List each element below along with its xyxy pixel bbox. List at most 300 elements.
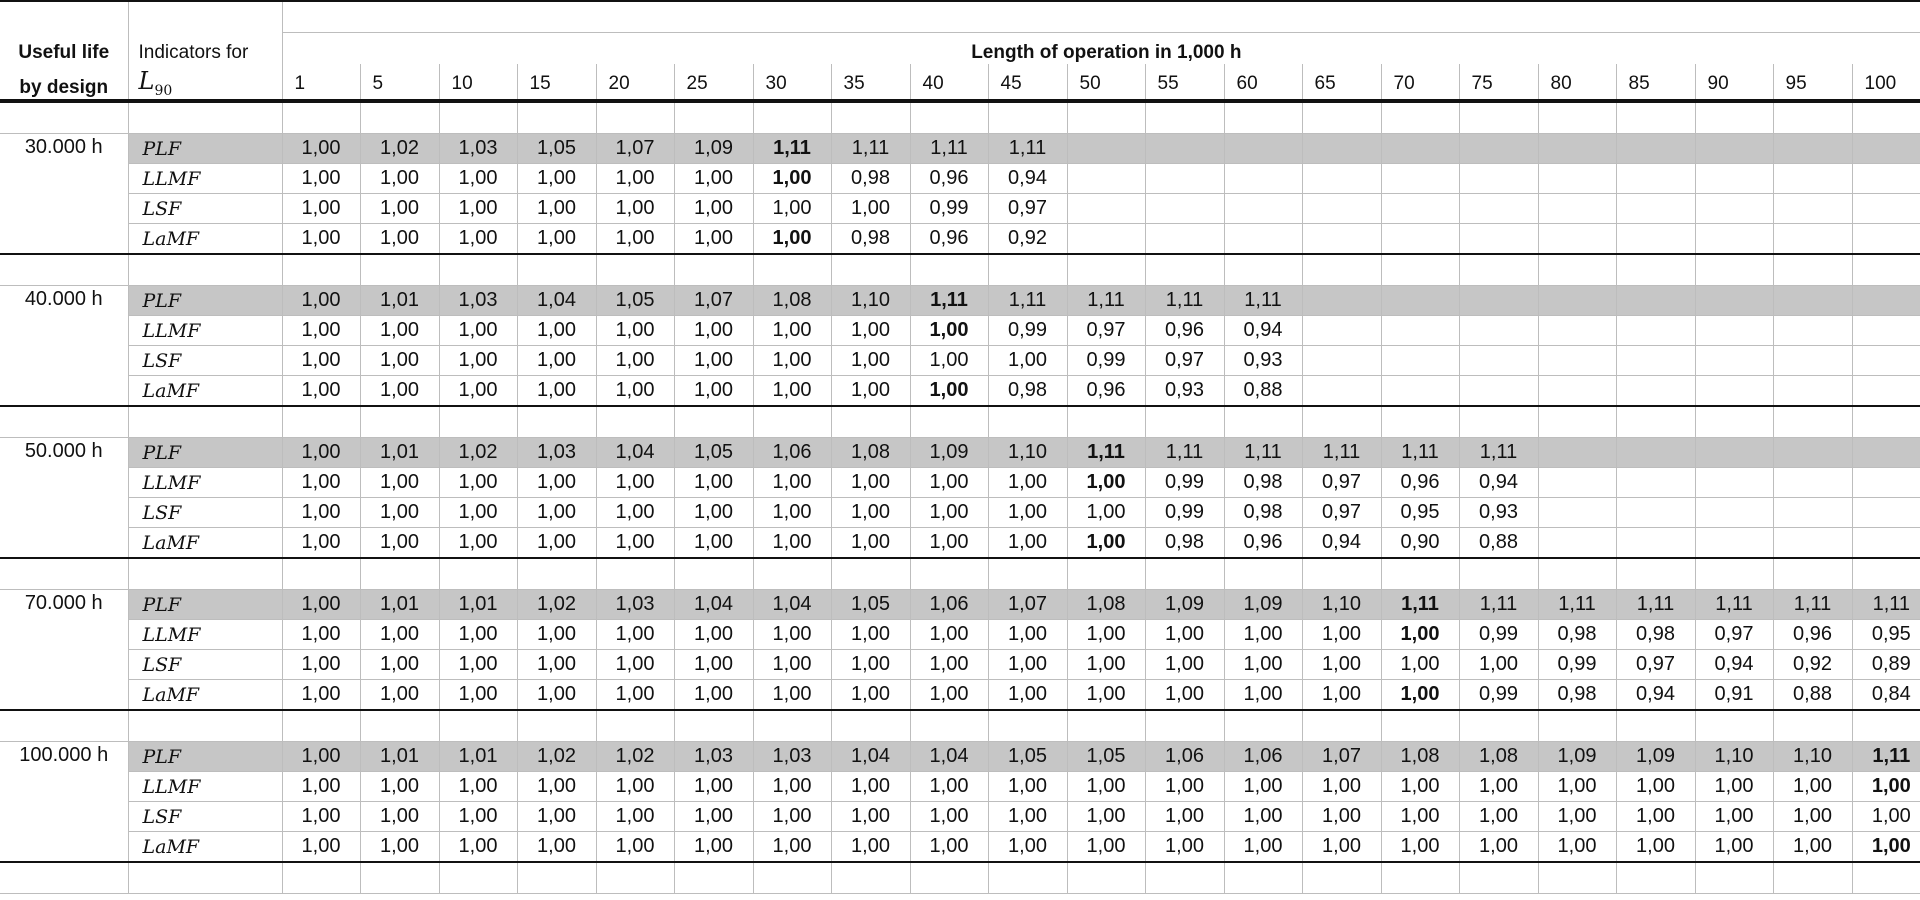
indicator-cell: LLMF: [128, 468, 282, 498]
spacer-cell: [517, 254, 596, 286]
value-cell: 1,00: [1302, 620, 1381, 650]
value-cell: 1,00: [988, 468, 1067, 498]
spacer-cell: [360, 254, 439, 286]
value-cell: 1,00: [1145, 620, 1224, 650]
value-cell: 1,00: [674, 650, 753, 680]
spacer-cell: [1773, 710, 1852, 742]
value-cell: 1,00: [360, 772, 439, 802]
spacer-cell: [596, 862, 674, 894]
indicators-symbol-subscript: 90: [154, 83, 173, 99]
value-cell: 1,00: [674, 620, 753, 650]
value-cell: 1,00: [831, 316, 910, 346]
value-cell: 1,00: [910, 498, 988, 528]
value-cell: 1,00: [1302, 650, 1381, 680]
spacer-cell: [517, 101, 596, 134]
value-cell: 1,00: [674, 346, 753, 376]
indicator-cell: PLF: [128, 438, 282, 468]
empty-cell: [1302, 376, 1381, 407]
indicator-cell: LSF: [128, 802, 282, 832]
value-cell: 1,00: [1616, 802, 1695, 832]
value-cell: 0,98: [1224, 498, 1302, 528]
value-cell: 1,00: [517, 772, 596, 802]
value-cell: 1,00: [596, 680, 674, 711]
table-row: [0, 316, 1920, 346]
spacer-cell: [1067, 254, 1145, 286]
value-cell: 1,00: [753, 194, 831, 224]
value-cell: 1,07: [988, 590, 1067, 620]
value-cell: 1,00: [1067, 680, 1145, 711]
value-cell: 1,00: [1695, 802, 1773, 832]
spacer-cell: [1695, 558, 1773, 590]
value-cell: 0,97: [1616, 650, 1695, 680]
empty-cell: [1302, 134, 1381, 164]
value-cell: 1,00: [517, 468, 596, 498]
column-header: 35: [831, 64, 910, 101]
empty-cell: [1773, 164, 1852, 194]
spacer-cell: [1852, 406, 1920, 438]
empty-cell: [1616, 498, 1695, 528]
value-cell: 0,96: [1145, 316, 1224, 346]
spacer-cell: [282, 101, 360, 134]
value-cell: 1,00: [517, 802, 596, 832]
spacer-cell: [1145, 558, 1224, 590]
column-header: 20: [596, 64, 674, 101]
value-cell: 1,00: [282, 772, 360, 802]
spacer-cell: [753, 710, 831, 742]
spacer-cell: [910, 558, 988, 590]
value-cell: 1,00: [517, 346, 596, 376]
value-cell: 1,00: [282, 194, 360, 224]
value-cell: 1,00: [1616, 832, 1695, 863]
value-cell: 1,00: [674, 528, 753, 559]
spacer-cell: [128, 101, 282, 134]
value-cell: 0,98: [988, 376, 1067, 407]
spacer-cell: [1695, 101, 1773, 134]
empty-cell: [1695, 346, 1773, 376]
value-cell: 0,97: [988, 194, 1067, 224]
spacer-cell: [674, 254, 753, 286]
value-cell: 1,00: [360, 680, 439, 711]
value-cell: 0,99: [1067, 346, 1145, 376]
value-cell: 1,00: [753, 346, 831, 376]
value-cell: 1,08: [753, 286, 831, 316]
value-cell: 1,11: [1616, 590, 1695, 620]
value-cell: 0,94: [1224, 316, 1302, 346]
value-cell: 1,00: [282, 316, 360, 346]
spacer-cell: [282, 254, 360, 286]
empty-cell: [1616, 346, 1695, 376]
value-cell: 1,00: [282, 376, 360, 407]
value-cell: 0,99: [1145, 468, 1224, 498]
indicator-cell: LLMF: [128, 620, 282, 650]
table-row: [0, 286, 1920, 316]
value-cell: 1,06: [1224, 742, 1302, 772]
indicator-cell: LSF: [128, 194, 282, 224]
value-cell: 0,96: [1773, 620, 1852, 650]
spacer-cell: [1459, 406, 1538, 438]
value-cell: 1,00: [1852, 802, 1920, 832]
spacer-cell: [1145, 254, 1224, 286]
value-cell: 1,00: [1145, 832, 1224, 863]
value-cell: 1,10: [1773, 742, 1852, 772]
value-cell: 1,03: [439, 286, 517, 316]
empty-cell: [1381, 376, 1459, 407]
empty-cell: [1538, 438, 1616, 468]
value-cell: 0,96: [910, 164, 988, 194]
value-cell: 1,08: [1067, 590, 1145, 620]
value-cell: 0,96: [1224, 528, 1302, 559]
value-cell: 1,00: [596, 620, 674, 650]
empty-cell: [1381, 346, 1459, 376]
empty-cell: [1224, 224, 1302, 255]
spacer-cell: [1302, 558, 1381, 590]
spacer-cell: [596, 558, 674, 590]
value-cell: 1,10: [831, 286, 910, 316]
spacer-cell: [1459, 558, 1538, 590]
value-cell: 1,05: [517, 134, 596, 164]
spacer-cell: [910, 862, 988, 894]
spacer-cell: [1224, 406, 1302, 438]
spacer-cell: [988, 406, 1067, 438]
spacer-cell: [1067, 558, 1145, 590]
spacer-cell: [1224, 862, 1302, 894]
spacer-cell: [128, 558, 282, 590]
value-cell: 0,99: [1538, 650, 1616, 680]
value-cell: 1,00: [674, 224, 753, 255]
spacer-cell: [831, 406, 910, 438]
spacer-cell: [128, 710, 282, 742]
spacer-cell: [1852, 101, 1920, 134]
value-cell: 1,11: [1381, 438, 1459, 468]
empty-cell: [1302, 164, 1381, 194]
value-cell: 1,06: [1145, 742, 1224, 772]
spacer-cell: [439, 254, 517, 286]
value-cell: 1,05: [596, 286, 674, 316]
indicator-cell: LaMF: [128, 376, 282, 407]
spacer-cell: [360, 406, 439, 438]
empty-cell: [1773, 376, 1852, 407]
spacer-cell: [1538, 254, 1616, 286]
value-cell: 1,00: [517, 680, 596, 711]
indicator-cell: LaMF: [128, 224, 282, 255]
empty-cell: [1616, 528, 1695, 559]
empty-cell: [1067, 224, 1145, 255]
value-cell: 1,09: [1224, 590, 1302, 620]
value-cell: 1,04: [831, 742, 910, 772]
spacer-cell: [517, 710, 596, 742]
value-cell: 1,01: [360, 590, 439, 620]
spacer-cell: [1616, 862, 1695, 894]
spacer-cell: [753, 254, 831, 286]
column-header: 85: [1616, 64, 1695, 101]
spacer-cell: [596, 101, 674, 134]
spacer-row: [0, 101, 1920, 134]
value-cell: 1,00: [282, 164, 360, 194]
table-row: [0, 590, 1920, 620]
empty-cell: [1538, 528, 1616, 559]
value-cell: 1,00: [282, 590, 360, 620]
value-cell: 1,00: [439, 376, 517, 407]
value-cell: 0,97: [1695, 620, 1773, 650]
empty-cell: [1616, 316, 1695, 346]
spacer-cell: [1773, 406, 1852, 438]
value-cell: 1,00: [596, 224, 674, 255]
value-cell: 1,03: [439, 134, 517, 164]
value-cell: 1,00: [1302, 802, 1381, 832]
column-header: 10: [439, 64, 517, 101]
value-cell: 1,00: [282, 134, 360, 164]
value-cell: 1,11: [1067, 438, 1145, 468]
spacer-cell: [439, 862, 517, 894]
value-cell: 1,00: [1067, 620, 1145, 650]
spacer-cell: [988, 558, 1067, 590]
value-cell: 0,94: [988, 164, 1067, 194]
empty-cell: [1616, 224, 1695, 255]
table-row: [0, 802, 1920, 832]
value-cell: 1,00: [360, 346, 439, 376]
value-cell: 1,02: [517, 590, 596, 620]
empty-cell: [1773, 224, 1852, 255]
spacer-cell: [0, 862, 128, 894]
top-strip: [0, 1, 1920, 33]
empty-cell: [1302, 194, 1381, 224]
value-cell: 1,00: [1067, 650, 1145, 680]
empty-cell: [1695, 528, 1773, 559]
spacer-cell: [1773, 254, 1852, 286]
value-cell: 1,02: [517, 742, 596, 772]
value-cell: 1,00: [753, 620, 831, 650]
spacer-cell: [1224, 254, 1302, 286]
value-cell: 1,00: [753, 650, 831, 680]
value-cell: 1,00: [282, 528, 360, 559]
spacer-cell: [596, 710, 674, 742]
empty-cell: [1616, 164, 1695, 194]
value-cell: 1,00: [988, 650, 1067, 680]
spacer-cell: [1302, 101, 1381, 134]
empty-cell: [1773, 286, 1852, 316]
spacer-cell: [1381, 101, 1459, 134]
spacer-cell: [674, 558, 753, 590]
empty-cell: [1459, 376, 1538, 407]
spacer-cell: [282, 710, 360, 742]
value-cell: 1,00: [1381, 832, 1459, 863]
value-cell: 1,00: [831, 498, 910, 528]
value-cell: 1,00: [674, 680, 753, 711]
empty-cell: [1381, 316, 1459, 346]
value-cell: 0,97: [1302, 468, 1381, 498]
value-cell: 1,00: [988, 346, 1067, 376]
value-cell: 1,00: [596, 802, 674, 832]
spacer-cell: [517, 406, 596, 438]
value-cell: 1,00: [910, 528, 988, 559]
value-cell: 1,10: [1302, 590, 1381, 620]
indicator-cell: LSF: [128, 498, 282, 528]
column-header: 40: [910, 64, 988, 101]
spacer-cell: [988, 101, 1067, 134]
value-cell: 1,00: [517, 650, 596, 680]
value-cell: 1,11: [1067, 286, 1145, 316]
indicator-cell: LSF: [128, 346, 282, 376]
value-cell: 1,11: [753, 134, 831, 164]
value-cell: 1,00: [517, 316, 596, 346]
spacer-cell: [1852, 710, 1920, 742]
value-cell: 1,00: [439, 650, 517, 680]
spacer-cell: [1852, 254, 1920, 286]
empty-cell: [1695, 194, 1773, 224]
empty-cell: [1538, 286, 1616, 316]
value-cell: 1,00: [517, 164, 596, 194]
empty-cell: [1302, 286, 1381, 316]
value-cell: 1,00: [360, 224, 439, 255]
value-cell: 1,00: [282, 832, 360, 863]
value-cell: 1,00: [1459, 772, 1538, 802]
value-cell: 1,11: [1381, 590, 1459, 620]
value-cell: 1,00: [596, 528, 674, 559]
value-cell: 1,00: [596, 316, 674, 346]
value-cell: 1,00: [674, 376, 753, 407]
value-cell: 1,01: [360, 438, 439, 468]
spacer-cell: [0, 254, 128, 286]
empty-cell: [1695, 164, 1773, 194]
empty-cell: [1616, 194, 1695, 224]
empty-cell: [1538, 134, 1616, 164]
spacer-cell: [1695, 710, 1773, 742]
value-cell: 1,00: [1381, 620, 1459, 650]
value-cell: 1,00: [1145, 650, 1224, 680]
value-cell: 1,00: [282, 498, 360, 528]
value-cell: 1,00: [439, 832, 517, 863]
empty-cell: [1459, 164, 1538, 194]
indicator-cell: LaMF: [128, 528, 282, 559]
value-cell: 1,00: [282, 224, 360, 255]
indicators-symbol: [128, 64, 282, 101]
value-cell: 1,00: [674, 802, 753, 832]
value-cell: 0,93: [1459, 498, 1538, 528]
value-cell: 1,00: [282, 346, 360, 376]
spacer-cell: [988, 862, 1067, 894]
empty-cell: [1616, 438, 1695, 468]
value-cell: 1,00: [831, 832, 910, 863]
spacer-cell: [360, 710, 439, 742]
table-row: [0, 346, 1920, 376]
spacer-cell: [360, 101, 439, 134]
empty-cell: [1381, 134, 1459, 164]
value-cell: 1,11: [1145, 438, 1224, 468]
value-cell: 1,11: [988, 134, 1067, 164]
spacer-cell: [831, 710, 910, 742]
table-row: [0, 772, 1920, 802]
value-cell: 1,00: [831, 346, 910, 376]
value-cell: 1,04: [753, 590, 831, 620]
value-cell: 1,00: [1459, 802, 1538, 832]
spacer-cell: [282, 862, 360, 894]
value-cell: 1,11: [1695, 590, 1773, 620]
table-row: [0, 832, 1920, 863]
empty-cell: [1852, 376, 1920, 407]
value-cell: 0,99: [1459, 620, 1538, 650]
indicator-cell: LLMF: [128, 772, 282, 802]
header-row-1: [0, 33, 1920, 65]
spacer-cell: [674, 862, 753, 894]
indicator-cell: LaMF: [128, 680, 282, 711]
spacer-cell: [596, 254, 674, 286]
spacer-cell: [753, 406, 831, 438]
spacer-cell: [1145, 101, 1224, 134]
value-cell: 1,00: [517, 528, 596, 559]
value-cell: 1,11: [1224, 286, 1302, 316]
value-cell: 1,00: [439, 802, 517, 832]
value-cell: 0,99: [988, 316, 1067, 346]
spacer-cell: [128, 406, 282, 438]
value-cell: 1,01: [360, 286, 439, 316]
value-cell: 1,00: [753, 802, 831, 832]
value-cell: 1,00: [753, 528, 831, 559]
value-cell: 1,00: [753, 376, 831, 407]
value-cell: 1,11: [1538, 590, 1616, 620]
column-header: 5: [360, 64, 439, 101]
spacer-cell: [674, 710, 753, 742]
indicator-cell: LSF: [128, 650, 282, 680]
indicator-cell: LLMF: [128, 316, 282, 346]
spacer-cell: [1381, 558, 1459, 590]
empty-cell: [1616, 134, 1695, 164]
table-row: [0, 164, 1920, 194]
value-cell: 1,03: [517, 438, 596, 468]
spacer-cell: [1067, 862, 1145, 894]
useful-life-cell: 30.000 h: [0, 134, 128, 255]
spacer-row: [0, 710, 1920, 742]
column-header: 15: [517, 64, 596, 101]
value-cell: 1,00: [360, 376, 439, 407]
spacer-cell: [0, 406, 128, 438]
spacer-cell: [1616, 406, 1695, 438]
value-cell: 0,94: [1302, 528, 1381, 559]
empty-cell: [1852, 346, 1920, 376]
value-cell: 1,00: [831, 620, 910, 650]
value-cell: 1,00: [439, 194, 517, 224]
value-cell: 1,00: [1773, 772, 1852, 802]
value-cell: 1,00: [360, 832, 439, 863]
value-cell: 1,00: [596, 832, 674, 863]
value-cell: 1,00: [910, 650, 988, 680]
value-cell: 1,09: [1616, 742, 1695, 772]
value-cell: 1,00: [517, 376, 596, 407]
value-cell: 1,00: [1538, 772, 1616, 802]
value-cell: 1,00: [596, 498, 674, 528]
column-header: 80: [1538, 64, 1616, 101]
value-cell: 1,00: [674, 164, 753, 194]
table-row: [0, 438, 1920, 468]
value-cell: 1,09: [910, 438, 988, 468]
value-cell: 0,97: [1145, 346, 1224, 376]
value-cell: 1,00: [988, 620, 1067, 650]
value-cell: 0,88: [1224, 376, 1302, 407]
empty-cell: [1459, 134, 1538, 164]
empty-cell: [1538, 376, 1616, 407]
spacer-cell: [831, 558, 910, 590]
length-of-operation-header: Length of operation in 1,000 h: [282, 33, 1920, 65]
spacer-cell: [1695, 406, 1773, 438]
spacer-cell: [1145, 710, 1224, 742]
value-cell: 1,00: [1616, 772, 1695, 802]
value-cell: 0,92: [988, 224, 1067, 255]
value-cell: 1,00: [910, 680, 988, 711]
column-header: 70: [1381, 64, 1459, 101]
value-cell: 1,05: [1067, 742, 1145, 772]
value-cell: 1,11: [910, 134, 988, 164]
value-cell: 1,00: [831, 680, 910, 711]
empty-cell: [1459, 346, 1538, 376]
